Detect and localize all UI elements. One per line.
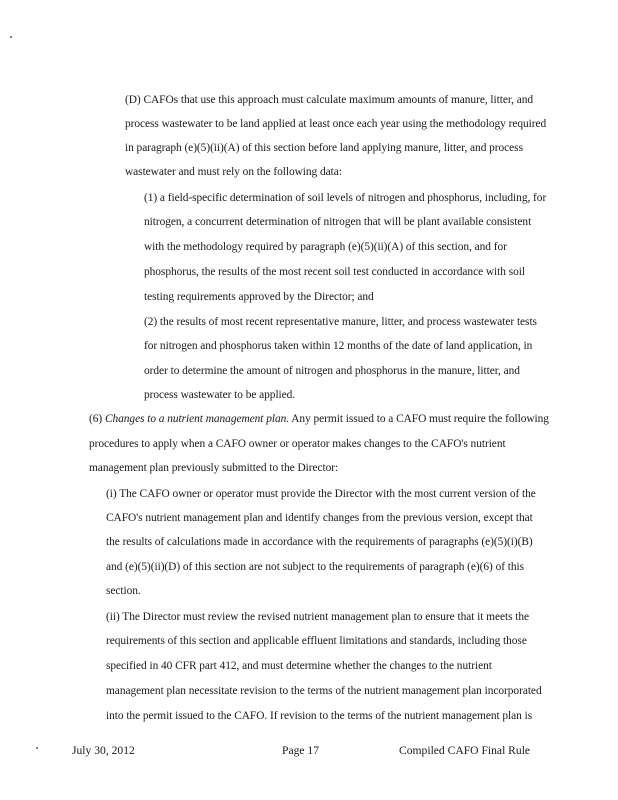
text-line: procedures to apply when a CAFO owner or operator makes changes to the CAFO's nutrient: [89, 438, 506, 450]
footer-title: Compiled CAFO Final Rule: [399, 744, 531, 757]
text-line: requirements of this section and applicable effluent limitations and standards, including those: [106, 635, 527, 647]
text-line: order to determine the amount of nitrogen and phosphorus in the manure, litter, and: [144, 365, 520, 377]
paragraph-label: (6): [89, 413, 105, 425]
text-line: phosphorus, the results of the most recent soil test conducted in accordance with soil: [144, 266, 525, 278]
text-line: and (e)(5)(ii)(D) of this section are not subject to the requirements of paragraph (e)(6) of this: [106, 561, 525, 573]
paragraph-text: Any permit issued to a CAFO must require the following: [289, 413, 549, 425]
text-line: testing requirements approved by the Director; and: [144, 291, 374, 303]
text-line: the results of calculations made in accordance with the requirements of paragraphs (e)(5)(i)(B): [106, 536, 533, 548]
text-line: process wastewater to be applied.: [144, 389, 296, 401]
footer-page: Page 17: [282, 744, 320, 757]
scan-speck: [10, 36, 12, 38]
paragraph-6-heading-line: [89, 412, 549, 426]
text-line: (ii) The Director must review the revised nutrient management plan to ensure that it meets the: [106, 611, 530, 623]
text-line: management plan necessitate revision to the terms of the nutrient management plan incorporated: [106, 685, 542, 697]
scan-speck: [36, 747, 38, 749]
footer-date: July 30, 2012: [72, 744, 135, 757]
text-line: nitrogen, a concurrent determination of nitrogen that will be plant available consistent: [144, 216, 532, 228]
text-line: (1) a field-specific determination of soil levels of nitrogen and phosphorus, including, for: [144, 192, 547, 204]
text-line: section.: [106, 585, 141, 597]
text-line: for nitrogen and phosphorus taken within 12 months of the date of land application, in: [144, 340, 533, 352]
text-line: management plan previously submitted to the Director:: [89, 462, 339, 474]
text-line: (i) The CAFO owner or operator must provide the Director with the most current version of the: [106, 488, 536, 500]
text-line: (2) the results of most recent representative manure, litter, and process wastewater tests: [144, 316, 537, 328]
text-line: (D) CAFOs that use this approach must calculate maximum amounts of manure, litter, and: [125, 94, 534, 106]
text-line: specified in 40 CFR part 412, and must determine whether the changes to the nutrient: [106, 660, 492, 672]
paragraph-heading: Changes to a nutrient management plan.: [104, 413, 290, 425]
text-line: process wastewater to be land applied at least once each year using the methodology required: [125, 118, 547, 130]
text-line: in paragraph (e)(5)(ii)(A) of this section before land applying manure, litter, and process: [125, 142, 523, 154]
text-line: wastewater and must rely on the following data:: [125, 166, 342, 178]
text-line: into the permit issued to the CAFO. If revision to the terms of the nutrient management plan is: [106, 710, 533, 722]
text-line: CAFO's nutrient management plan and identify changes from the previous version, except that: [106, 512, 533, 524]
text-line: with the methodology required by paragraph (e)(5)(ii)(A) of this section, and for: [144, 241, 507, 253]
